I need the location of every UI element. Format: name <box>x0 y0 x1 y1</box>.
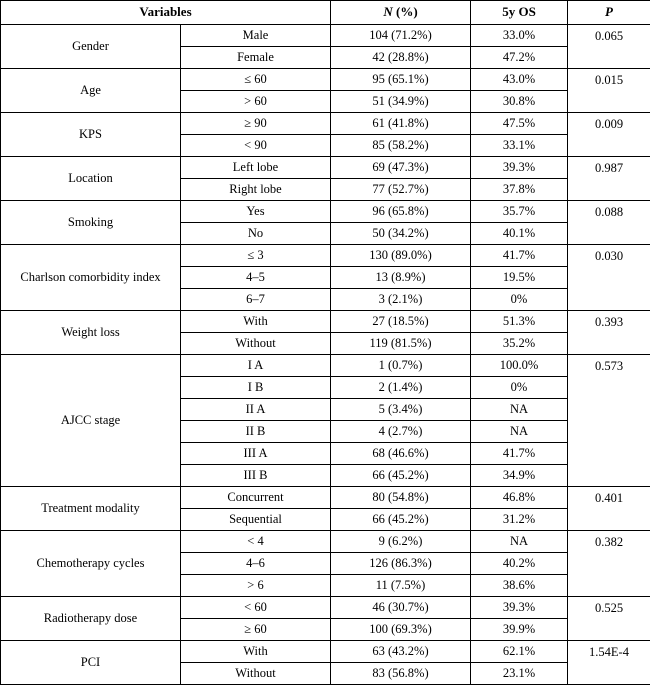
count-percent-cell: 80 (54.8%) <box>331 487 471 509</box>
column-header-n-percent <box>331 1 471 25</box>
subgroup-cell: Concurrent <box>181 487 331 509</box>
count-percent-cell: 13 (8.9%) <box>331 267 471 289</box>
column-header-5y-os: 5y OS <box>471 1 568 25</box>
five-year-os-cell: NA <box>471 421 568 443</box>
five-year-os-cell: 31.2% <box>471 509 568 531</box>
p-value-cell: 0.987 <box>568 157 650 201</box>
subgroup-cell: ≥ 90 <box>181 113 331 135</box>
subgroup-cell: Without <box>181 663 331 685</box>
count-percent-cell: 104 (71.2%) <box>331 25 471 47</box>
count-percent-cell: 100 (69.3%) <box>331 619 471 641</box>
count-percent-cell: 9 (6.2%) <box>331 531 471 553</box>
p-value-cell: 0.393 <box>568 311 650 355</box>
count-percent-cell: 68 (46.6%) <box>331 443 471 465</box>
five-year-os-cell: 33.1% <box>471 135 568 157</box>
subgroup-cell: II B <box>181 421 331 443</box>
variable-name-cell: Charlson comorbidity index <box>1 245 181 311</box>
count-percent-cell: 3 (2.1%) <box>331 289 471 311</box>
five-year-os-cell: 30.8% <box>471 91 568 113</box>
five-year-os-cell: 40.1% <box>471 223 568 245</box>
subgroup-cell: ≤ 3 <box>181 245 331 267</box>
count-percent-cell: 66 (45.2%) <box>331 465 471 487</box>
subgroup-cell: < 4 <box>181 531 331 553</box>
count-percent-cell: 69 (47.3%) <box>331 157 471 179</box>
five-year-os-cell: 47.2% <box>471 47 568 69</box>
subgroup-cell: III A <box>181 443 331 465</box>
count-percent-cell: 4 (2.7%) <box>331 421 471 443</box>
count-percent-cell: 66 (45.2%) <box>331 509 471 531</box>
subgroup-cell: Male <box>181 25 331 47</box>
five-year-os-cell: 23.1% <box>471 663 568 685</box>
count-percent-cell: 11 (7.5%) <box>331 575 471 597</box>
variable-name-cell: Treatment modality <box>1 487 181 531</box>
five-year-os-cell: 35.7% <box>471 201 568 223</box>
five-year-os-cell: NA <box>471 531 568 553</box>
subgroup-cell: > 6 <box>181 575 331 597</box>
five-year-os-cell: 37.8% <box>471 179 568 201</box>
subgroup-cell: Right lobe <box>181 179 331 201</box>
subgroup-cell: II A <box>181 399 331 421</box>
subgroup-cell: No <box>181 223 331 245</box>
variable-name-cell: Age <box>1 69 181 113</box>
five-year-os-cell: 38.6% <box>471 575 568 597</box>
count-percent-cell: 2 (1.4%) <box>331 377 471 399</box>
table-row <box>1 245 650 267</box>
p-value-cell: 1.54E-4 <box>568 641 650 685</box>
count-percent-cell: 46 (30.7%) <box>331 597 471 619</box>
variable-name-cell: KPS <box>1 113 181 157</box>
subgroup-cell: > 60 <box>181 91 331 113</box>
count-percent-cell: 95 (65.1%) <box>331 69 471 91</box>
count-percent-cell: 61 (41.8%) <box>331 113 471 135</box>
table-header <box>1 1 650 25</box>
five-year-os-cell: 0% <box>471 289 568 311</box>
five-year-os-cell: 62.1% <box>471 641 568 663</box>
count-percent-cell: 1 (0.7%) <box>331 355 471 377</box>
subgroup-cell: I B <box>181 377 331 399</box>
table-row <box>1 69 650 91</box>
column-header-p: P <box>568 1 650 25</box>
variable-name-cell: Smoking <box>1 201 181 245</box>
five-year-os-cell: 43.0% <box>471 69 568 91</box>
subgroup-cell: < 90 <box>181 135 331 157</box>
five-year-os-cell: 39.3% <box>471 597 568 619</box>
table-body <box>1 25 650 685</box>
table-row <box>1 311 650 333</box>
table-row <box>1 531 650 553</box>
count-percent-cell: 119 (81.5%) <box>331 333 471 355</box>
table-row <box>1 157 650 179</box>
subgroup-cell: 4–5 <box>181 267 331 289</box>
five-year-os-cell: 51.3% <box>471 311 568 333</box>
p-value-cell: 0.401 <box>568 487 650 531</box>
table-row <box>1 597 650 619</box>
five-year-os-cell: 19.5% <box>471 267 568 289</box>
table-row <box>1 113 650 135</box>
count-percent-cell: 77 (52.7%) <box>331 179 471 201</box>
table-row <box>1 487 650 509</box>
column-header-n-rest: (%) <box>392 4 418 20</box>
subgroup-cell: I A <box>181 355 331 377</box>
table-row <box>1 201 650 223</box>
five-year-os-cell: 41.7% <box>471 443 568 465</box>
column-header-variables: Variables <box>1 1 331 25</box>
count-percent-cell: 63 (43.2%) <box>331 641 471 663</box>
five-year-os-cell: 0% <box>471 377 568 399</box>
count-percent-cell: 51 (34.9%) <box>331 91 471 113</box>
five-year-os-cell: 40.2% <box>471 553 568 575</box>
table-header-row <box>1 1 650 25</box>
five-year-os-cell: 41.7% <box>471 245 568 267</box>
subgroup-cell: Left lobe <box>181 157 331 179</box>
count-percent-cell: 27 (18.5%) <box>331 311 471 333</box>
count-percent-cell: 130 (89.0%) <box>331 245 471 267</box>
subgroup-cell: ≥ 60 <box>181 619 331 641</box>
five-year-os-cell: NA <box>471 399 568 421</box>
count-percent-cell: 42 (28.8%) <box>331 47 471 69</box>
p-value-cell: 0.009 <box>568 113 650 157</box>
p-value-cell: 0.382 <box>568 531 650 597</box>
variable-name-cell: Location <box>1 157 181 201</box>
five-year-os-cell: 47.5% <box>471 113 568 135</box>
subgroup-cell: Sequential <box>181 509 331 531</box>
p-value-cell: 0.015 <box>568 69 650 113</box>
five-year-os-cell: 33.0% <box>471 25 568 47</box>
five-year-os-cell: 34.9% <box>471 465 568 487</box>
subgroup-cell: III B <box>181 465 331 487</box>
subgroup-cell: Yes <box>181 201 331 223</box>
five-year-os-cell: 39.9% <box>471 619 568 641</box>
p-value-cell: 0.065 <box>568 25 650 69</box>
table-row <box>1 25 650 47</box>
count-percent-cell: 50 (34.2%) <box>331 223 471 245</box>
column-header-n-symbol: N <box>383 4 393 20</box>
p-value-cell: 0.525 <box>568 597 650 641</box>
count-percent-cell: 85 (58.2%) <box>331 135 471 157</box>
subgroup-cell: 4–6 <box>181 553 331 575</box>
p-value-cell: 0.573 <box>568 355 650 487</box>
subgroup-cell: Without <box>181 333 331 355</box>
subgroup-cell: < 60 <box>181 597 331 619</box>
subgroup-cell: ≤ 60 <box>181 69 331 91</box>
count-percent-cell: 126 (86.3%) <box>331 553 471 575</box>
variable-name-cell: AJCC stage <box>1 355 181 487</box>
count-percent-cell: 96 (65.8%) <box>331 201 471 223</box>
five-year-os-cell: 39.3% <box>471 157 568 179</box>
subgroup-cell: With <box>181 311 331 333</box>
variable-name-cell: Radiotherapy dose <box>1 597 181 641</box>
table-row <box>1 355 650 377</box>
subgroup-cell: 6–7 <box>181 289 331 311</box>
five-year-os-cell: 46.8% <box>471 487 568 509</box>
count-percent-cell: 5 (3.4%) <box>331 399 471 421</box>
subgroup-cell: Female <box>181 47 331 69</box>
variable-name-cell: Gender <box>1 25 181 69</box>
p-value-cell: 0.030 <box>568 245 650 311</box>
five-year-os-cell: 35.2% <box>471 333 568 355</box>
variable-name-cell: Weight loss <box>1 311 181 355</box>
five-year-os-cell: 100.0% <box>471 355 568 377</box>
variable-name-cell: PCI <box>1 641 181 685</box>
variable-name-cell: Chemotherapy cycles <box>1 531 181 597</box>
table-row <box>1 641 650 663</box>
subgroup-cell: With <box>181 641 331 663</box>
count-percent-cell: 83 (56.8%) <box>331 663 471 685</box>
p-value-cell: 0.088 <box>568 201 650 245</box>
